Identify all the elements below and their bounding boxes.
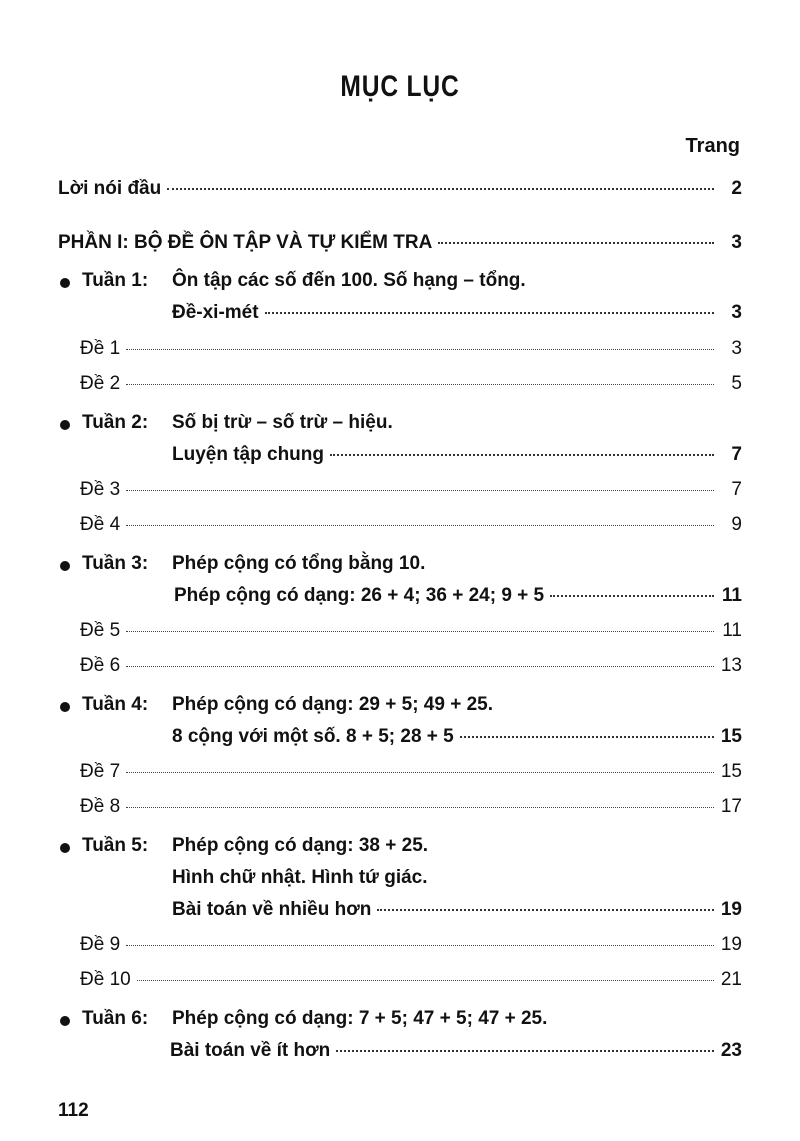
toc-entry-de-9[interactable] [80,934,742,956]
bullet-icon [60,702,70,712]
entry-page: 9 [731,514,742,535]
toc-entry-preface[interactable] [58,178,742,200]
toc-entry-de-7[interactable] [80,761,742,783]
entry-label: Đề 8 [80,796,121,817]
entry-label: Bài toán về nhiều hơn [172,899,372,920]
entry-page: 21 [720,969,742,990]
week-5-heading [82,835,428,857]
leader-dots [336,1050,714,1052]
entry-page: 17 [720,796,742,817]
toc-entry-de-1[interactable] [80,338,742,360]
week-2-heading [82,412,393,434]
entry-label: 8 cộng với một số. 8 + 5; 28 + 5 [172,726,454,747]
week-topic: Phép cộng có dạng: 38 + 25. [172,835,429,856]
toc-entry-de-8[interactable] [80,796,742,818]
entry-page: 13 [720,655,742,676]
toc-entry-week-1[interactable] [172,302,742,324]
week-topic: Số bị trừ – số trừ – hiệu. [172,412,393,433]
entry-page: 11 [721,585,742,606]
entry-page: 11 [722,620,742,641]
leader-dots [126,384,714,385]
week-topic: Phép cộng có dạng: 7 + 5; 47 + 5; 47 + 25. [172,1008,548,1029]
leader-dots [438,242,714,244]
bullet-icon [60,1016,70,1026]
leader-dots [126,666,714,667]
leader-dots [550,595,714,597]
entry-label: Đề 4 [80,514,121,535]
leader-dots [126,945,714,946]
week-label: Tuần 6: [82,1008,149,1029]
entry-page: 3 [731,302,742,323]
toc-entry-de-5[interactable] [80,620,742,642]
leader-dots [265,312,714,314]
week-label: Tuần 1: [82,270,149,291]
leader-dots [126,807,714,808]
entry-page: 15 [720,761,742,782]
leader-dots [460,736,714,738]
toc-entry-week-4[interactable] [172,726,742,748]
entry-page: 19 [720,934,742,955]
leader-dots [126,772,714,773]
bullet-icon [60,420,70,430]
bullet-icon [60,561,70,571]
page-number: 112 [58,1100,89,1121]
entry-label: Đề 2 [80,373,121,394]
week-3-heading [82,553,425,575]
week-1-heading [82,270,526,292]
week-topic: Phép cộng có dạng: 29 + 5; 49 + 25. [172,694,493,715]
entry-page: 15 [720,726,742,747]
toc-entry-week-5[interactable] [172,899,742,921]
week-topic: Phép cộng có tổng bằng 10. [172,553,426,574]
week-label: Tuần 5: [82,835,149,856]
entry-label: Đề 3 [80,479,121,500]
toc-entry-de-3[interactable] [80,479,742,501]
leader-dots [377,909,714,911]
leader-dots [137,980,714,981]
entry-label: Phép cộng có dạng: 26 + 4; 36 + 24; 9 + 5 [174,585,545,606]
bullet-icon [60,278,70,288]
toc-entry-de-10[interactable] [80,969,742,991]
entry-label: Đề-xi-mét [172,302,259,323]
entry-label: Đề 7 [80,761,121,782]
entry-label: Đề 1 [80,338,121,359]
week-label: Tuần 3: [82,553,149,574]
entry-label: Đề 5 [80,620,121,641]
toc-entry-de-4[interactable] [80,514,742,536]
leader-dots [330,454,714,456]
entry-label: Đề 10 [80,969,131,990]
leader-dots [167,188,714,190]
entry-label: PHẦN I: BỘ ĐỀ ÔN TẬP VÀ TỰ KIỂM TRA [58,232,433,253]
entry-label: Luyện tập chung [172,444,324,465]
week-5-subtopic: Hình chữ nhật. Hình tứ giác. [172,867,428,888]
entry-label: Đề 6 [80,655,121,676]
entry-page: 3 [731,338,742,359]
entry-label: Bài toán về ít hơn [170,1040,331,1061]
toc-entry-de-2[interactable] [80,373,742,395]
entry-page: 3 [731,232,742,253]
week-topic: Ôn tập các số đến 100. Số hạng – tổng. [172,270,526,291]
page-column-header: Trang [685,135,740,157]
entry-page: 5 [731,373,742,394]
entry-page: 23 [720,1040,742,1061]
toc-title: MỤC LỤC [340,70,460,103]
toc-entry-part-1[interactable] [58,232,742,254]
bullet-icon [60,843,70,853]
entry-page: 7 [731,479,742,500]
week-label: Tuần 4: [82,694,149,715]
entry-page: 2 [731,178,742,199]
entry-label: Lời nói đầu [58,178,162,199]
toc-entry-week-2[interactable] [172,444,742,466]
toc-entry-week-3[interactable] [174,585,742,607]
week-6-heading [82,1008,547,1030]
leader-dots [126,490,714,491]
leader-dots [126,349,714,350]
leader-dots [126,631,714,632]
entry-label: Đề 9 [80,934,121,955]
week-4-heading [82,694,493,716]
leader-dots [126,525,714,526]
toc-entry-de-6[interactable] [80,655,742,677]
week-label: Tuần 2: [82,412,149,433]
toc-entry-week-6[interactable] [170,1040,742,1062]
entry-page: 7 [731,444,742,465]
entry-page: 19 [720,899,742,920]
